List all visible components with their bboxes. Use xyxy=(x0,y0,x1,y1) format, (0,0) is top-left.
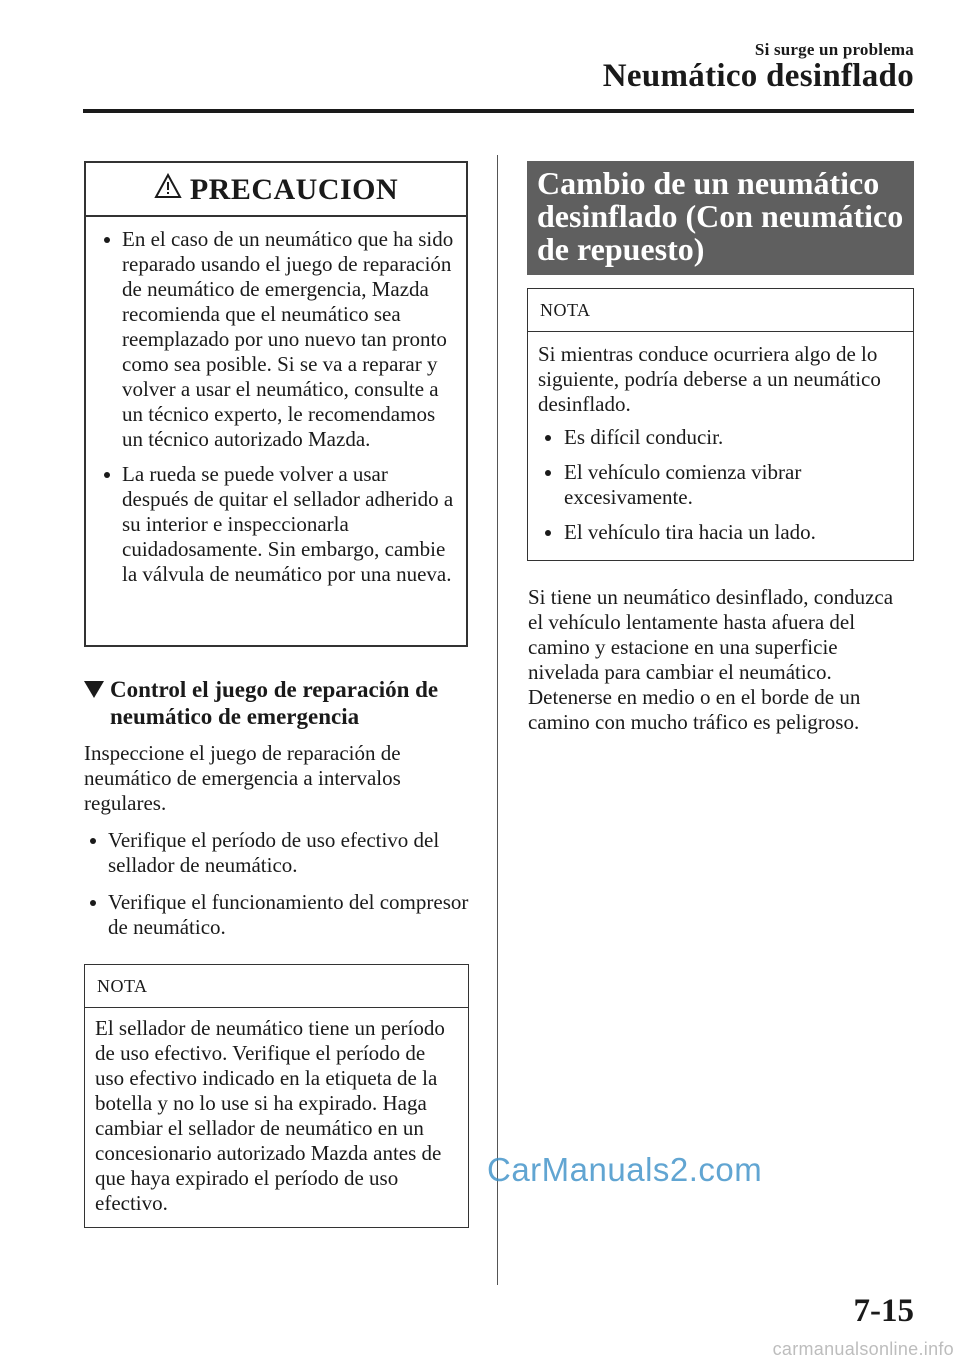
caution-box xyxy=(84,161,468,647)
note-text: El sellador de neumático tiene un período de uso efectivo. Verifique el período de uso efectivo indicado en la etiqueta de la botella y no lo use si ha expirado. Haga cambiar el sellador de neumático en un concesionario autorizado Mazda antes de que haya expirado el período de uso efectivo. xyxy=(95,1016,445,1215)
section-heading-control: Control el juego de reparación de neumático de emergencia xyxy=(84,676,479,730)
list-item: Verifique el período de uso efectivo del sellador de neumático. xyxy=(84,828,484,878)
header-rule xyxy=(83,109,914,113)
column-divider xyxy=(497,155,498,1285)
note-text: Si mientras conduce ocurriera algo de lo siguiente, podría deberse a un neumático desinflado. xyxy=(538,342,881,416)
watermark: CarManuals2.com xyxy=(487,1151,763,1188)
note-box xyxy=(527,288,914,561)
note-box xyxy=(84,964,469,1228)
footer-site-link[interactable]: carmanualsonline.info xyxy=(772,1339,954,1359)
page-number: 7-15 xyxy=(853,1293,914,1329)
list-item: La rueda se puede volver a usar después de quitar el sellador adherido a su interior e inspeccionarla cuidadosamente. Sin embargo, cambie la válvula de neumático por una nueva. xyxy=(88,462,458,587)
note-title: NOTA xyxy=(85,965,468,1008)
caution-title: PRECAUCION xyxy=(189,172,399,206)
list-item: En el caso de un neumático que ha sido reparado usando el juego de reparación de neumático de emergencia, Mazda recomienda que el neumático sea reemplazado por uno nuevo tan pronto como sea posible. Si se va a reparar y volver a usar el neumático, consulte a un técnico experto, le recomendamos un técnico autorizado Mazda. xyxy=(88,227,458,452)
note-list xyxy=(538,417,905,545)
warning-triangle-icon xyxy=(154,173,182,205)
control-list xyxy=(84,828,484,952)
down-triangle-icon xyxy=(84,681,104,698)
list-item: El vehículo tira hacia un lado. xyxy=(538,520,905,545)
paragraph-1: Si tiene un neumático desinflado, conduzca el vehículo lentamente hasta afuera del camino y estacione en una superficie nivelada para cambiar el neumático. xyxy=(528,585,894,684)
list-item: El vehículo comienza vibrar excesivamente. xyxy=(538,460,905,510)
caution-header xyxy=(86,163,466,217)
section-heading-cambio: Cambio de un neumático desinflado (Con neumático de repuesto) xyxy=(527,161,914,275)
caution-list xyxy=(86,217,466,587)
list-item: Es difícil conducir. xyxy=(538,425,905,450)
note-title: NOTA xyxy=(528,289,913,332)
note-body xyxy=(528,332,913,545)
paragraph: Inspeccione el juego de reparación de neumático de emergencia a intervalos regulares. xyxy=(84,741,401,815)
paragraph xyxy=(528,585,908,735)
list-item: Verifique el funcionamiento del compresor de neumático. xyxy=(84,890,484,940)
page-title: Neumático desinflado xyxy=(602,58,914,94)
paragraph-2: Detenerse en medio o en el borde de un camino con mucho tráfico es peligroso. xyxy=(528,685,861,734)
chapter-label: Si surge un problema xyxy=(754,40,914,59)
